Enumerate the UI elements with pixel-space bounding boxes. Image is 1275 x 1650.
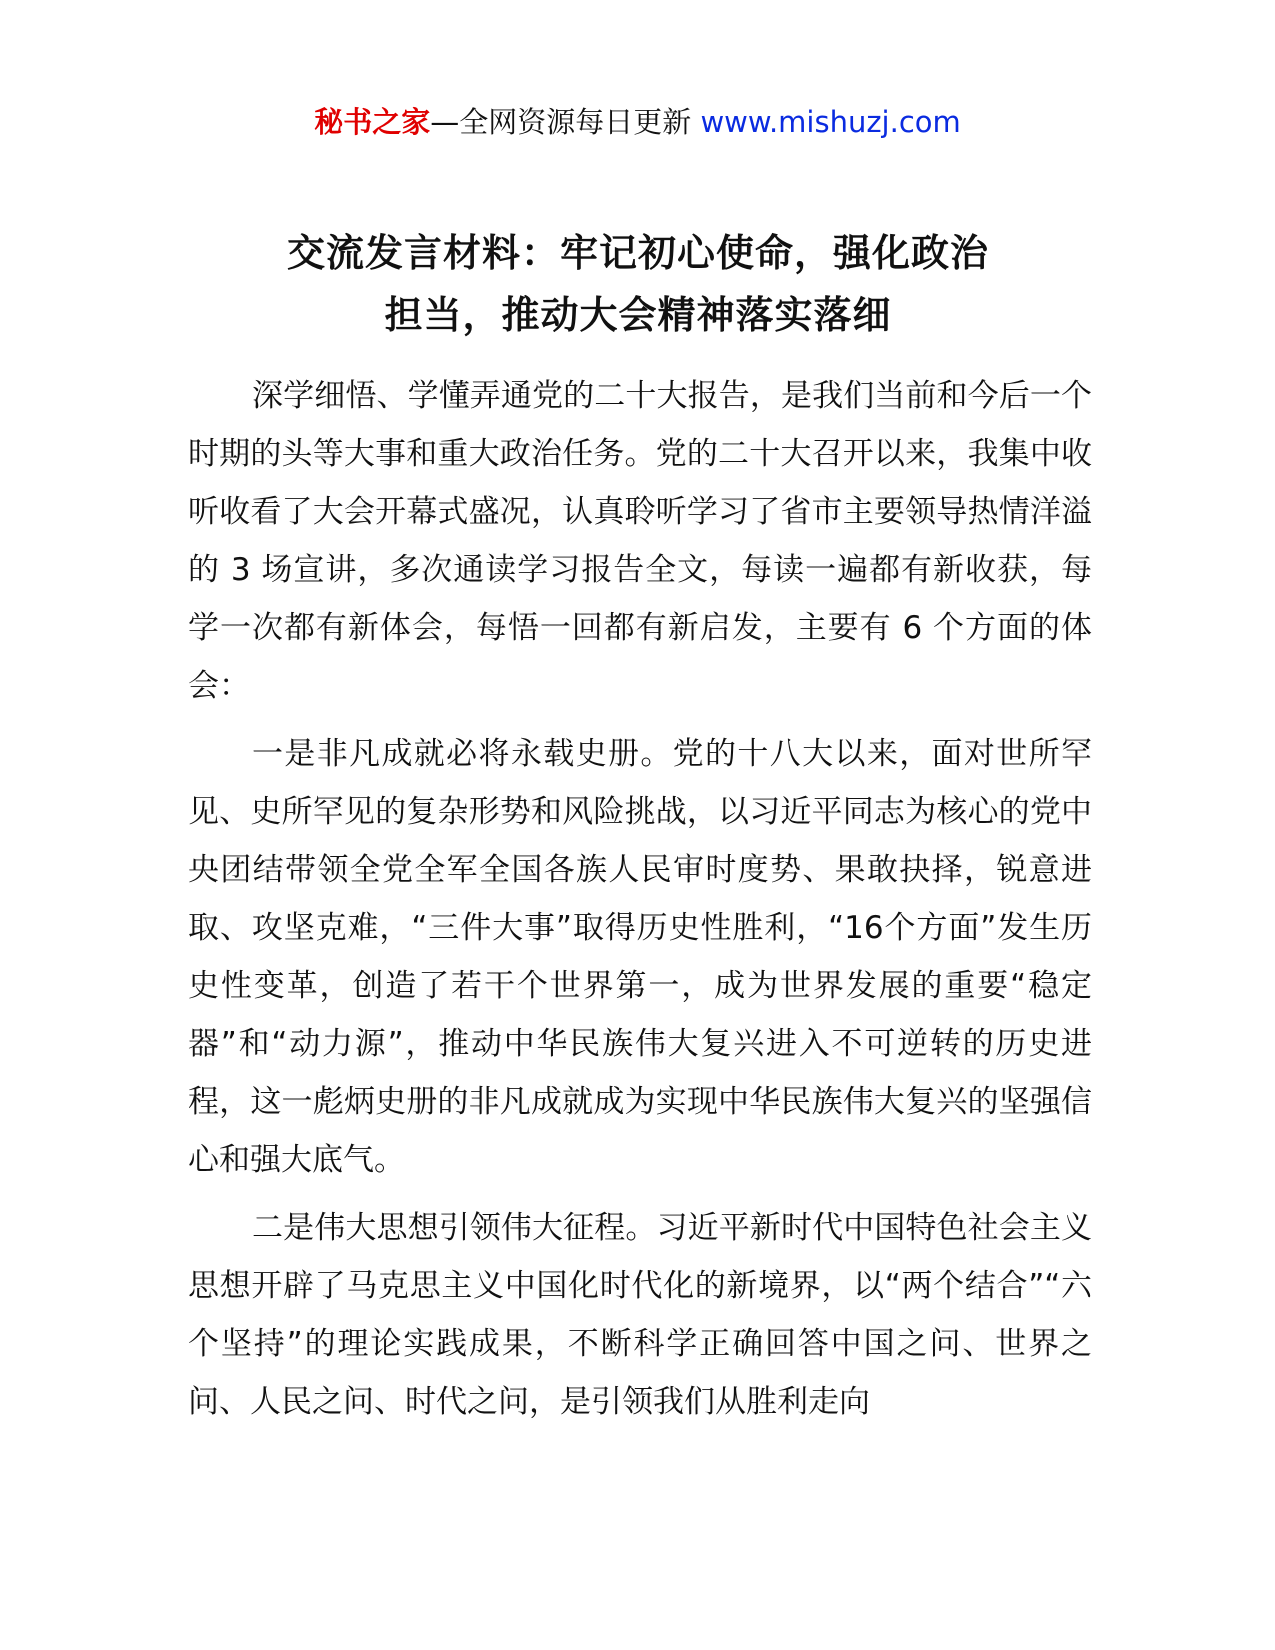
title-line-1: 交流发言材料：牢记初心使命，强化政治 bbox=[286, 231, 989, 275]
document-title bbox=[178, 222, 1098, 346]
site-url-link[interactable]: www.mishuzj.com bbox=[700, 105, 961, 139]
document-body bbox=[188, 367, 1092, 1441]
site-header bbox=[0, 102, 1275, 142]
site-tagline: —全网资源每日更新 bbox=[430, 105, 692, 139]
title-line-2: 担当，推动大会精神落实落细 bbox=[384, 293, 892, 337]
paragraph-intro: 深学细悟、学懂弄通党的二十大报告，是我们当前和今后一个时期的头等大事和重大政治任务。党的二十大召开以来，我集中收听收看了大会开幕式盛况，认真聆听学习了省市主要领导热情洋溢的 3 场宣讲，多次通读学习报告全文，每读一遍都有新收获，每学一次都有新体会，每悟一回都有新启发，主要有 6 个方面的体会： bbox=[188, 378, 1092, 704]
paragraph-point-1: 一是非凡成就必将永载史册。党的十八大以来，面对世所罕见、史所罕见的复杂形势和风险挑战，以习近平同志为核心的党中央团结带领全党全军全国各族人民审时度势、果敢抉择，锐意进取、攻坚克难，“三件大事”取得历史性胜利，“16个方面”发生历史性变革，创造了若干个世界第一，成为世界发展的重要“稳定器”和“动力源”，推动中华民族伟大复兴进入不可逆转的历史进程，这一彪炳史册的非凡成就成为实现中华民族伟大复兴的坚强信心和强大底气。 bbox=[188, 736, 1092, 1178]
paragraph-point-2: 二是伟大思想引领伟大征程。习近平新时代中国特色社会主义思想开辟了马克思主义中国化时代化的新境界，以“两个结合”“六个坚持”的理论实践成果，不断科学正确回答中国之问、世界之问、人民之问、时代之问，是引领我们从胜利走向 bbox=[188, 1210, 1092, 1420]
site-brand: 秘书之家 bbox=[314, 105, 431, 139]
